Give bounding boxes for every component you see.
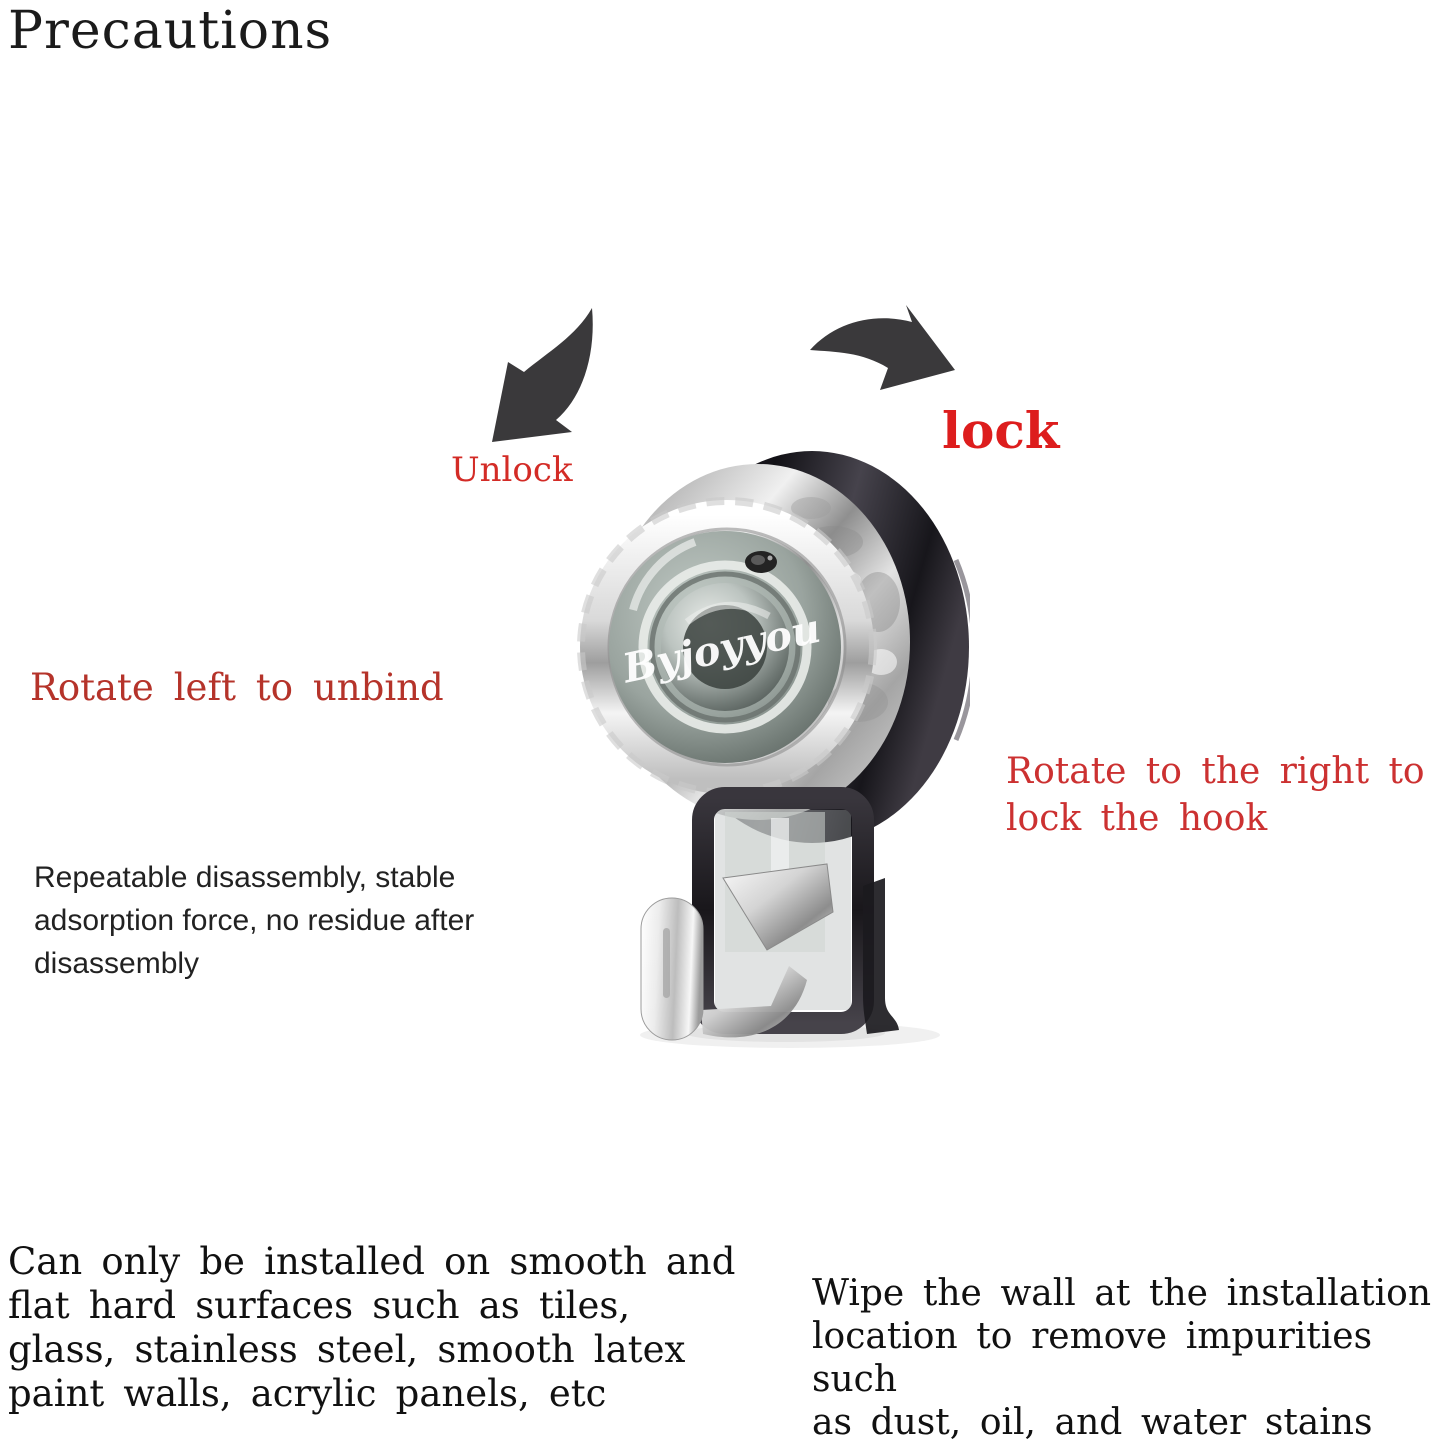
rotate-right-line1: Rotate to the right to (1006, 751, 1425, 792)
rotate-right-caption (1006, 748, 1425, 842)
lock-arrow-shape (810, 305, 955, 390)
feature-line2: adsorption force, no residue after (34, 904, 475, 937)
feature-line3: disassembly (34, 947, 200, 980)
surface-line2: flat hard surfaces such as tiles, (8, 1284, 631, 1327)
lock-arrow-icon (800, 300, 965, 395)
unlock-label: Unlock (451, 450, 573, 490)
feature-line1: Repeatable disassembly, stable (34, 861, 456, 894)
surface-line1: Can only be installed on smooth and (8, 1240, 736, 1283)
rotate-right-line2: lock the hook (1006, 798, 1268, 839)
wipe-line1: Wipe the wall at the installation (812, 1273, 1432, 1314)
feature-caption (34, 856, 474, 985)
unlock-arrow-shape (492, 308, 593, 442)
wipe-line3: as dust, oil, and water stains (812, 1402, 1373, 1443)
page-title: Precautions (8, 1, 333, 61)
suction-hook-illustration (575, 450, 970, 1050)
surface-note (8, 1240, 735, 1416)
screw-hole (745, 551, 777, 573)
brand-logo-text: Byjoyyou (618, 604, 825, 693)
surface-line3: glass, stainless steel, smooth latex (8, 1328, 686, 1371)
lock-label: lock (942, 401, 1060, 460)
rotate-left-caption: Rotate left to unbind (30, 666, 444, 709)
wipe-line2: location to remove impurities such (812, 1316, 1373, 1400)
wipe-note (812, 1272, 1445, 1444)
product-photo (575, 450, 970, 1050)
unlock-arrow-icon (480, 295, 610, 450)
surface-line4: paint walls, acrylic panels, etc (8, 1372, 607, 1415)
